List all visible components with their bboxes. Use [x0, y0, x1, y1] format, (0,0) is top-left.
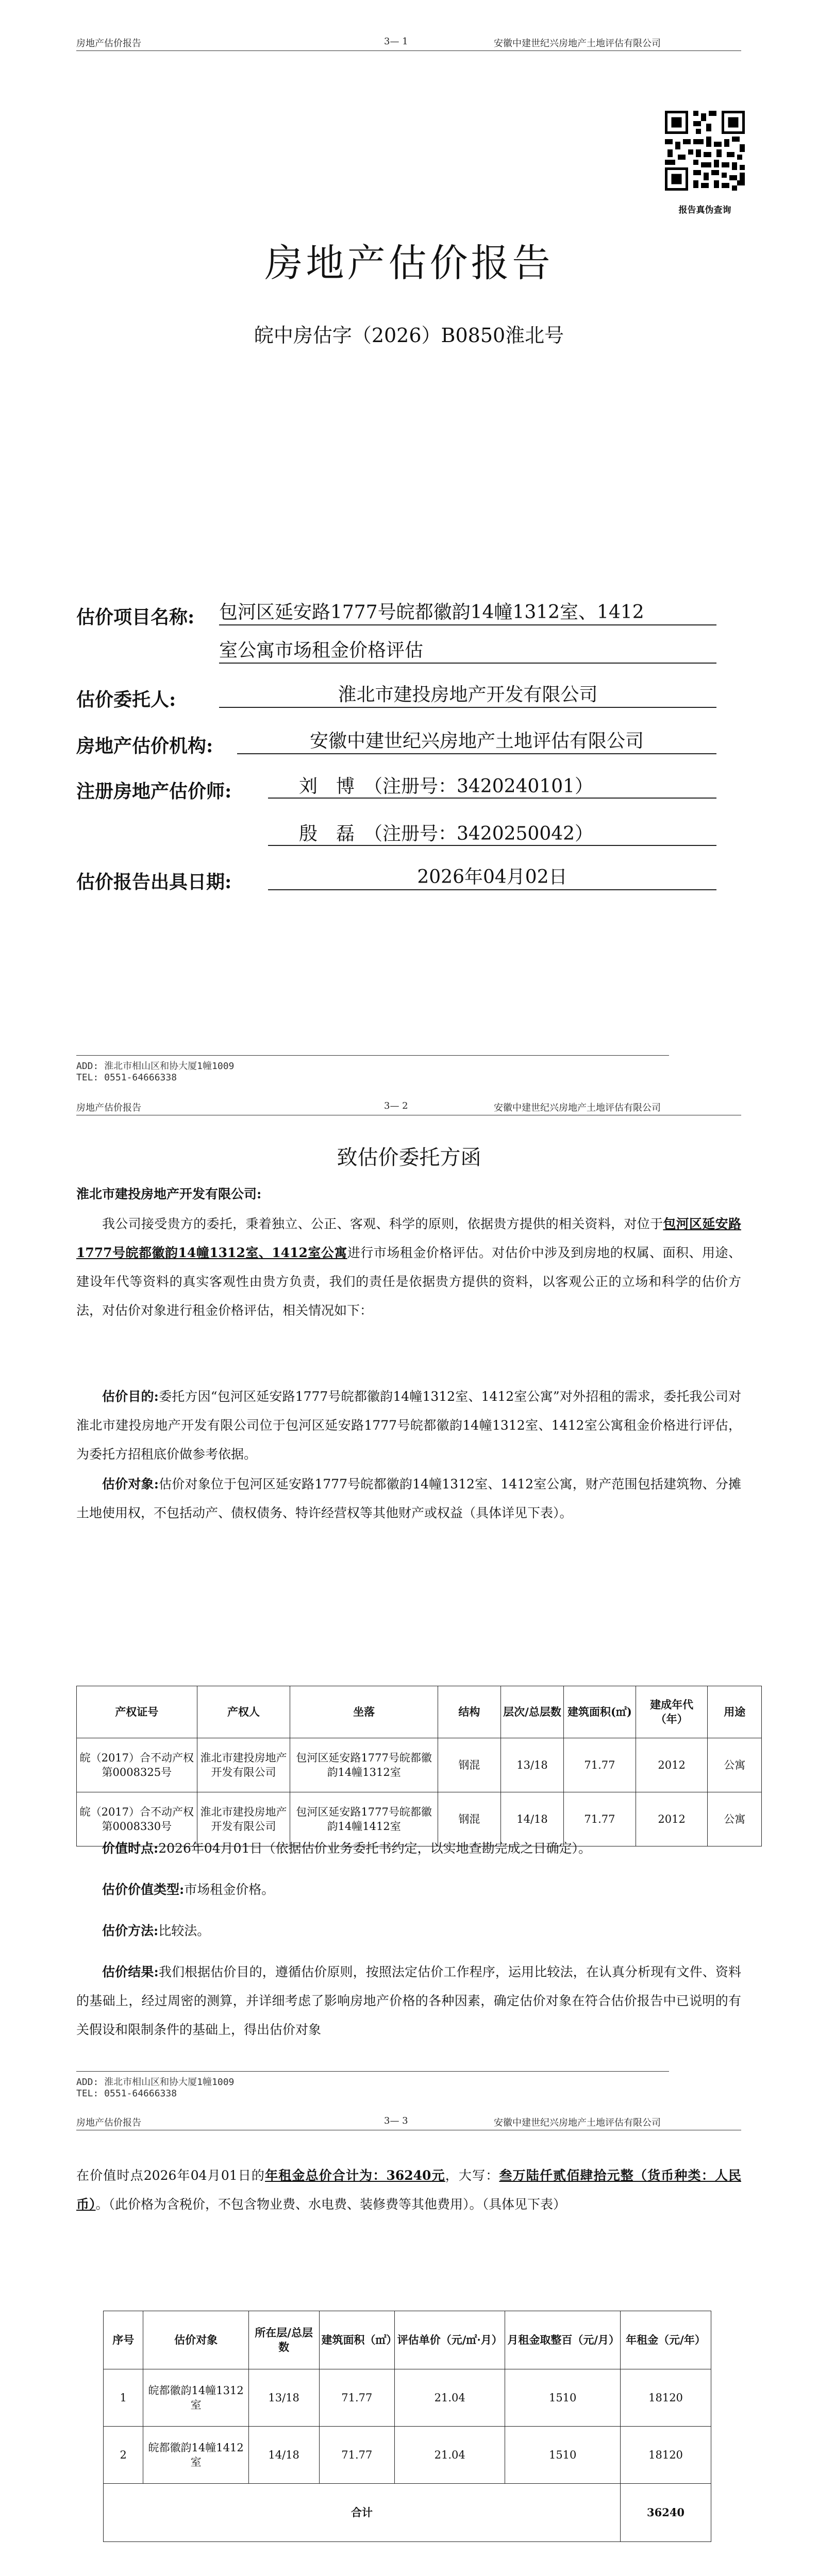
header-rule	[76, 50, 741, 51]
property-table	[76, 1686, 762, 1846]
table-cell: 13/18	[500, 1738, 563, 1792]
qr-caption: 报告真伪查询	[678, 205, 731, 215]
table-cell: 公寓	[708, 1738, 762, 1792]
letter-intro: 我公司接受贵方的委托，秉着独立、公正、客观、科学的原则，依据贵方提供的相关资料，对位于包河区延安路1777号皖都徽韵14幢1312室、1412室公寓进行市场租金价格评估。对估价中涉及到房地的权属、面积、用途、建设年代等资料的真实客观性由贵方负责，我们的责任是依据贵方提供的资料，以客观公正的立场和科学的估价方法，对估价对象进行租金价格评估，相关情况如下：	[76, 1216, 742, 1318]
table-header: 建成年代（年）	[636, 1686, 708, 1738]
footer-address: ADD: 淮北市相山区和协大厦1幢1009	[76, 2077, 235, 2088]
appraiser-2: 殷 磊 （注册号：3420250042）	[268, 822, 716, 846]
result-paragraph: 估价结果:我们根据估价目的，遵循估价原则，按照法定估价工作程序，运用比较法，在认真分析现有文件、资料的基础上，经过周密的测算，并详细考虑了影响房地产价格的各种因素，确定估价对象在符合估价报告中已说明的有关假设和限制条件的基础上，得出估价对象	[76, 1964, 741, 2037]
table-row	[104, 2427, 711, 2484]
table-cell: 皖都徽韵14幢1312室	[143, 2369, 248, 2427]
table-cell: 14/18	[500, 1792, 563, 1846]
page-footer	[76, 2071, 669, 2099]
table-cell: 2012	[636, 1792, 708, 1846]
project-label: 估价项目名称:	[76, 606, 195, 628]
header-left: 房地产估价报告	[76, 1103, 141, 1113]
table-cell: 2	[104, 2427, 143, 2484]
table-cell: 14/18	[248, 2427, 319, 2484]
method-paragraph: 估价方法:比较法。	[102, 1923, 210, 1938]
project-value-line1: 包河区延安路1777号皖都徽韵14幢1312室、1412	[219, 601, 716, 625]
result-continued: 在价值时点2026年04月01日的年租金总价合计为：36240元，大写：叁万陆仟贰佰肆拾元整（货币种类：人民币）。（此价格为含税价，不包含物业费、水电费、装修费等其他费用）。（具体见下表）	[76, 2168, 741, 2212]
table-cell: 18120	[621, 2369, 711, 2427]
header-page-number: 3— 2	[384, 1100, 408, 1111]
agency-value: 安徽中建世纪兴房地产土地评估有限公司	[237, 730, 716, 754]
table-row	[104, 2369, 711, 2427]
appraiser-1: 刘 博 （注册号：3420240101）	[268, 775, 716, 799]
purpose-paragraph: 估价目的:委托方因“包河区延安路1777号皖都徽韵14幢1312室、1412室公寓”对外招租的需求，委托我公司对淮北市建投房地产开发有限公司位于包河区延安路1777号皖都徽韵14幢1312室、1412室公寓租金价格进行评估，为委托方招租底价做参考依据。	[76, 1389, 741, 1462]
table-header: 月租金取整百（元/月）	[505, 2311, 621, 2369]
appraiser-label: 注册房地产估价师:	[76, 781, 232, 802]
table-header: 层次/总层数	[500, 1686, 563, 1738]
rent-table	[103, 2311, 711, 2542]
client-label: 估价委托人:	[76, 689, 176, 710]
footer-tel: TEL: 0551-64666338	[76, 1072, 177, 1083]
total-label: 合计	[104, 2484, 621, 2542]
value-type-paragraph: 估价价值类型:市场租金价格。	[102, 1882, 275, 1897]
project-value-line2: 室公寓市场租金价格评估	[219, 639, 716, 664]
agency-label: 房地产估价机构:	[76, 735, 213, 757]
table-cell: 包河区延安路1777号皖都徽韵14幢1312室	[290, 1738, 438, 1792]
table-header-row	[104, 2311, 711, 2369]
table-cell: 71.77	[564, 1792, 636, 1846]
report-title: 房地产估价报告	[264, 241, 554, 285]
table-header: 产权人	[197, 1686, 290, 1738]
table-cell: 皖（2017）合不动产权第0008330号	[77, 1792, 197, 1846]
table-cell: 21.04	[395, 2427, 505, 2484]
table-header: 年租金（元/年）	[621, 2311, 711, 2369]
table-header: 结构	[438, 1686, 500, 1738]
qr-code-icon[interactable]	[662, 108, 747, 193]
page-header	[0, 32, 818, 53]
letter-title: 致估价委托方函	[337, 1146, 481, 1170]
table-header: 坐落	[290, 1686, 438, 1738]
table-header: 估价对象	[143, 2311, 248, 2369]
header-page-number: 3— 1	[384, 36, 408, 47]
header-right: 安徽中建世纪兴房地产土地评估有限公司	[494, 2117, 661, 2128]
table-header: 序号	[104, 2311, 143, 2369]
header-page-number: 3— 3	[384, 2115, 408, 2126]
table-cell: 2012	[636, 1738, 708, 1792]
table-total-row	[104, 2484, 711, 2542]
table-cell: 皖都徽韵14幢1412室	[143, 2427, 248, 2484]
letter-addressee: 淮北市建投房地产开发有限公司:	[76, 1187, 262, 1201]
page-footer	[76, 1055, 669, 1083]
table-cell: 皖（2017）合不动产权第0008325号	[77, 1738, 197, 1792]
table-cell: 18120	[621, 2427, 711, 2484]
table-cell: 71.77	[319, 2427, 395, 2484]
table-header: 评估单价（元/㎡·月）	[395, 2311, 505, 2369]
table-header-row	[77, 1686, 762, 1738]
report-date: 2026年04月02日	[268, 866, 716, 890]
header-right: 安徽中建世纪兴房地产土地评估有限公司	[494, 1103, 661, 1113]
table-cell: 1	[104, 2369, 143, 2427]
value-date-paragraph: 价值时点:2026年04月01日（依据估价业务委托书约定，以实地查勘完成之日确定）。	[102, 1841, 591, 1856]
header-left: 房地产估价报告	[76, 2117, 141, 2128]
date-label: 估价报告出具日期:	[76, 871, 232, 893]
header-left: 房地产估价报告	[76, 38, 141, 49]
table-cell: 1510	[505, 2369, 621, 2427]
footer-address: ADD: 淮北市相山区和协大厦1幢1009	[76, 1061, 235, 1072]
object-paragraph: 估价对象:估价对象位于包河区延安路1777号皖都徽韵14幢1312室、1412室公寓，财产范围包括建筑物、分摊土地使用权，不包括动产、债权债务、特许经营权等其他财产或权益（具体详见下表）。	[76, 1477, 741, 1520]
table-header: 建筑面积（㎡）	[319, 2311, 395, 2369]
table-header: 产权证号	[77, 1686, 197, 1738]
footer-tel: TEL: 0551-64666338	[76, 2088, 177, 2099]
table-cell: 71.77	[564, 1738, 636, 1792]
table-row	[77, 1738, 762, 1792]
table-cell: 1510	[505, 2427, 621, 2484]
table-header: 建筑面积(㎡)	[564, 1686, 636, 1738]
table-cell: 淮北市建投房地产开发有限公司	[197, 1792, 290, 1846]
table-cell: 公寓	[708, 1792, 762, 1846]
table-cell: 21.04	[395, 2369, 505, 2427]
table-cell: 13/18	[248, 2369, 319, 2427]
table-cell: 钢混	[438, 1792, 500, 1846]
document-number: 皖中房估字（2026）B0850淮北号	[254, 324, 564, 347]
page-header	[0, 1096, 818, 1117]
table-header: 所在层/总层数	[248, 2311, 319, 2369]
table-cell: 淮北市建投房地产开发有限公司	[197, 1738, 290, 1792]
table-cell: 71.77	[319, 2369, 395, 2427]
client-value: 淮北市建投房地产开发有限公司	[219, 683, 716, 708]
table-header: 用途	[708, 1686, 762, 1738]
page-header	[0, 2111, 818, 2132]
table-cell: 钢混	[438, 1738, 500, 1792]
header-right: 安徽中建世纪兴房地产土地评估有限公司	[494, 38, 661, 49]
table-cell: 包河区延安路1777号皖都徽韵14幢1412室	[290, 1792, 438, 1846]
total-value: 36240	[621, 2484, 711, 2542]
